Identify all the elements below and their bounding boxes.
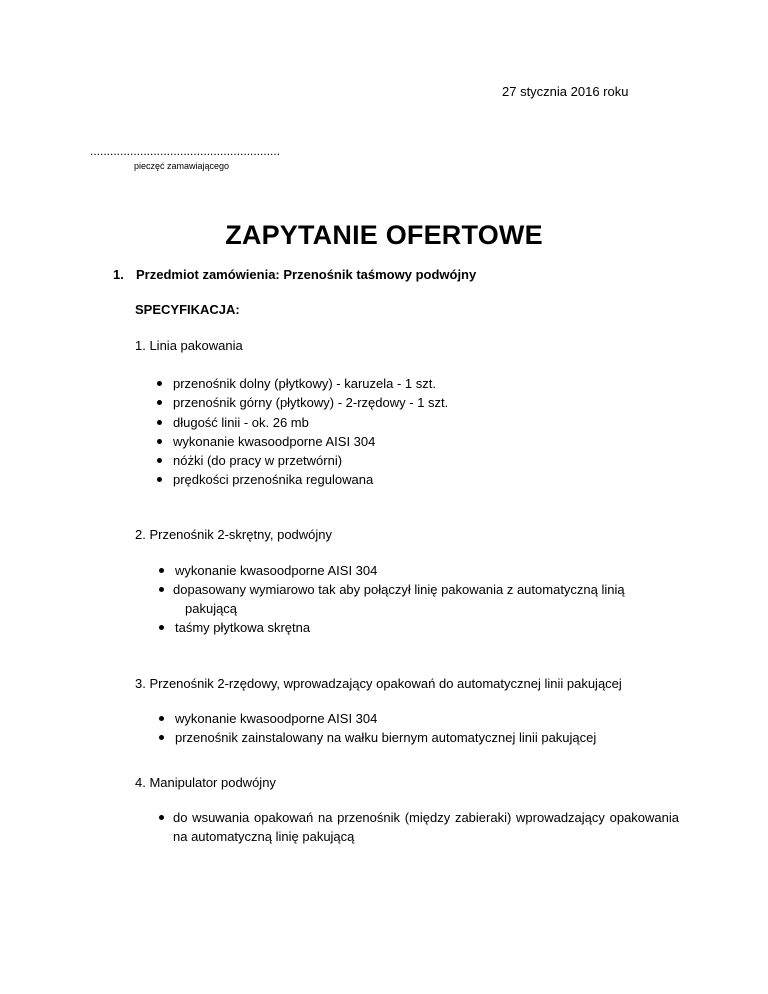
order-subject [113, 267, 476, 282]
list-item: prędkości przenośnika regulowana [155, 470, 448, 489]
section-title-3: 3. Przenośnik 2-rzędowy, wprowadzający opakowań do automatycznej linii pakującej [135, 676, 622, 691]
list-item-text: dopasowany wymiarowo tak aby połączył linię pakowania z automatyczną linią [173, 582, 625, 597]
list-item: długość linii - ok. 26 mb [155, 413, 448, 432]
list-item [157, 580, 679, 618]
stamp-label: pieczęć zamawiającego [134, 161, 230, 171]
list-item: wykonanie kwasoodporne AISI 304 [155, 432, 448, 451]
document-title: ZAPYTANIE OFERTOWE [225, 220, 543, 250]
section-2-list [157, 561, 679, 637]
section-3-list [157, 709, 679, 747]
section-title-1: 1. Linia pakowania [135, 338, 243, 353]
list-item: nóżki (do pracy w przetwórni) [155, 451, 448, 470]
section-1-list [155, 374, 448, 490]
list-item: taśmy płytkowa skrętna [157, 618, 679, 637]
section-title-2: 2. Przenośnik 2-skrętny, podwójny [135, 527, 333, 542]
list-item: przenośnik górny (płytkowy) - 2-rzędowy - 1 szt. [155, 393, 448, 412]
list-item: wykonanie kwasoodporne AISI 304 [157, 709, 679, 728]
subject-text: Przedmiot zamówienia: Przenośnik taśmowy podwójny [136, 267, 477, 282]
list-item-continuation: pakującą [185, 601, 238, 616]
list-item: przenośnik dolny (płytkowy) - karuzela - 1 szt. [155, 374, 448, 393]
stamp-dotted-line: ......................................................... [90, 144, 281, 158]
list-item: przenośnik zainstalowany na wałku biernym automatycznej linii pakującej [157, 728, 679, 747]
section-title-4: 4. Manipulator podwójny [135, 775, 276, 790]
list-item: wykonanie kwasoodporne AISI 304 [157, 561, 679, 580]
list-item: do wsuwania opakowań na przenośnik (między zabieraki) wprowadzający opakowania na automatyczną linię pakującą [157, 808, 679, 846]
subject-number: 1. [113, 267, 124, 282]
specification-label: SPECYFIKACJA: [135, 302, 240, 317]
document-date: 27 stycznia 2016 roku [502, 84, 629, 99]
section-4-list [157, 808, 679, 846]
